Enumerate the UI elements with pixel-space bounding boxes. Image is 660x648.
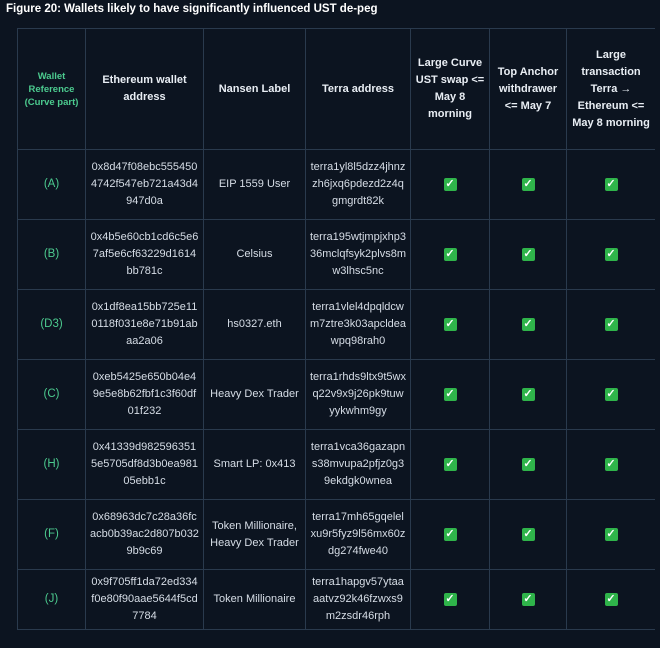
nansen-label-cell: Celsius [204,220,306,290]
header-ethereum-address: Ethereum wallet address [86,29,204,150]
header-wallet-reference: Wallet Reference (Curve part) [18,29,86,150]
anchor-withdrawer-check-cell [490,220,567,290]
ethereum-address-cell: 0x68963dc7c28a36fcacb0b39ac2d807b0329b9c69 [86,500,204,570]
table-row [18,290,656,360]
check-mark-icon: ✓ [523,388,533,400]
anchor-withdrawer-check-cell [490,290,567,360]
terra-address-cell: terra1vlel4dpqldcwm7ztre3k03apcldeawpq98rah0 [306,290,411,360]
curve-swap-check-cell [411,430,490,500]
terra-address-cell: terra1rhds9ltx9t5wxq22v9x9j26pk9tuwyykwhm9gy [306,360,411,430]
table-row [18,150,656,220]
figure-title: Figure 20: Wallets likely to have significantly influenced UST de-peg [6,3,378,15]
table-row [18,570,656,630]
header-row [18,29,656,150]
terra-address-cell: terra17mh65gqelelxu9r5fyz9l56mx60zdg274fwe40 [306,500,411,570]
anchor-withdrawer-check-cell [490,150,567,220]
wallet-reference-cell: (A) [18,150,86,220]
check-mark-icon: ✓ [445,593,455,605]
table-row [18,430,656,500]
header-top-anchor-withdrawer: Top Anchor withdrawer <= May 7 [490,29,567,150]
ethereum-address-cell: 0x4b5e60cb1cd6c5e67af5e6cf63229d1614bb781c [86,220,204,290]
curve-swap-check-cell [411,500,490,570]
large-transaction-check-cell [567,500,656,570]
large-transaction-check-cell [567,430,656,500]
large-transaction-check-cell [567,220,656,290]
ethereum-address-cell: 0xeb5425e650b04e49e5e8b62fbf1c3f60df01f232 [86,360,204,430]
check-mark-icon: ✓ [523,248,533,260]
terra-address-cell: terra1hapgv57ytaaaatvz92k46fzwxs9m2zsdr46rph [306,570,411,630]
check-mark-icon: ✓ [445,458,455,470]
anchor-withdrawer-check-cell [490,360,567,430]
wallet-reference-cell: (H) [18,430,86,500]
wallets-table [17,28,655,630]
curve-swap-check-cell [411,570,490,630]
check-mark-icon: ✓ [606,458,616,470]
nansen-label-cell: Heavy Dex Trader [204,360,306,430]
header-large-curve-swap: Large Curve UST swap <= May 8 morning [411,29,490,150]
wallet-reference-cell: (J) [18,570,86,630]
ethereum-address-cell: 0x41339d9825963515e5705df8d3b0ea98105ebb1c [86,430,204,500]
curve-swap-check-cell [411,360,490,430]
check-mark-icon: ✓ [445,248,455,260]
wallets-table-container [17,28,655,648]
large-transaction-check-cell [567,360,656,430]
check-mark-icon: ✓ [606,593,616,605]
check-mark-icon: ✓ [523,318,533,330]
curve-swap-check-cell [411,290,490,360]
nansen-label-cell: EIP 1559 User [204,150,306,220]
nansen-label-cell: Token Millionaire, Heavy Dex Trader [204,500,306,570]
check-mark-icon: ✓ [523,528,533,540]
check-mark-icon: ✓ [606,248,616,260]
terra-address-cell: terra1yl8l5dzz4jhnzzh6jxq6pdezd2z4qgmgrdt82k [306,150,411,220]
terra-address-cell: terra1vca36gazapns38mvupa2pfjz0g39ekdgk0wnea [306,430,411,500]
header-large-transaction: Large transaction Terra → Ethereum <= May 8 morning [567,29,656,150]
large-transaction-check-cell [567,570,656,630]
check-mark-icon: ✓ [445,318,455,330]
check-mark-icon: ✓ [606,528,616,540]
table-row [18,360,656,430]
terra-address-cell: terra195wtjmpjxhp336mclqfsyk2plvs8mw3lhsc5nc [306,220,411,290]
nansen-label-cell: Token Millionaire [204,570,306,630]
check-mark-icon: ✓ [445,388,455,400]
ethereum-address-cell: 0x9f705ff1da72ed334f0e80f90aae5644f5cd7784 [86,570,204,630]
wallet-reference-cell: (C) [18,360,86,430]
nansen-label-cell: Smart LP: 0x413 [204,430,306,500]
anchor-withdrawer-check-cell [490,570,567,630]
check-mark-icon: ✓ [606,318,616,330]
anchor-withdrawer-check-cell [490,500,567,570]
header-nansen-label: Nansen Label [204,29,306,150]
check-mark-icon: ✓ [445,528,455,540]
wallet-reference-cell: (B) [18,220,86,290]
check-mark-icon: ✓ [606,178,616,190]
table-row [18,220,656,290]
check-mark-icon: ✓ [606,388,616,400]
wallet-reference-cell: (D3) [18,290,86,360]
check-mark-icon: ✓ [523,178,533,190]
table-row [18,500,656,570]
large-transaction-check-cell [567,290,656,360]
check-mark-icon: ✓ [523,593,533,605]
check-mark-icon: ✓ [445,178,455,190]
curve-swap-check-cell [411,150,490,220]
nansen-label-cell: hs0327.eth [204,290,306,360]
anchor-withdrawer-check-cell [490,430,567,500]
large-transaction-check-cell [567,150,656,220]
ethereum-address-cell: 0x8d47f08ebc5554504742f547eb721a43d4947d0a [86,150,204,220]
table-body [18,150,656,630]
check-mark-icon: ✓ [523,458,533,470]
header-terra-address: Terra address [306,29,411,150]
ethereum-address-cell: 0x1df8ea15bb725e110118f031e8e71b91abaa2a06 [86,290,204,360]
curve-swap-check-cell [411,220,490,290]
wallet-reference-cell: (F) [18,500,86,570]
table-header [18,29,656,150]
